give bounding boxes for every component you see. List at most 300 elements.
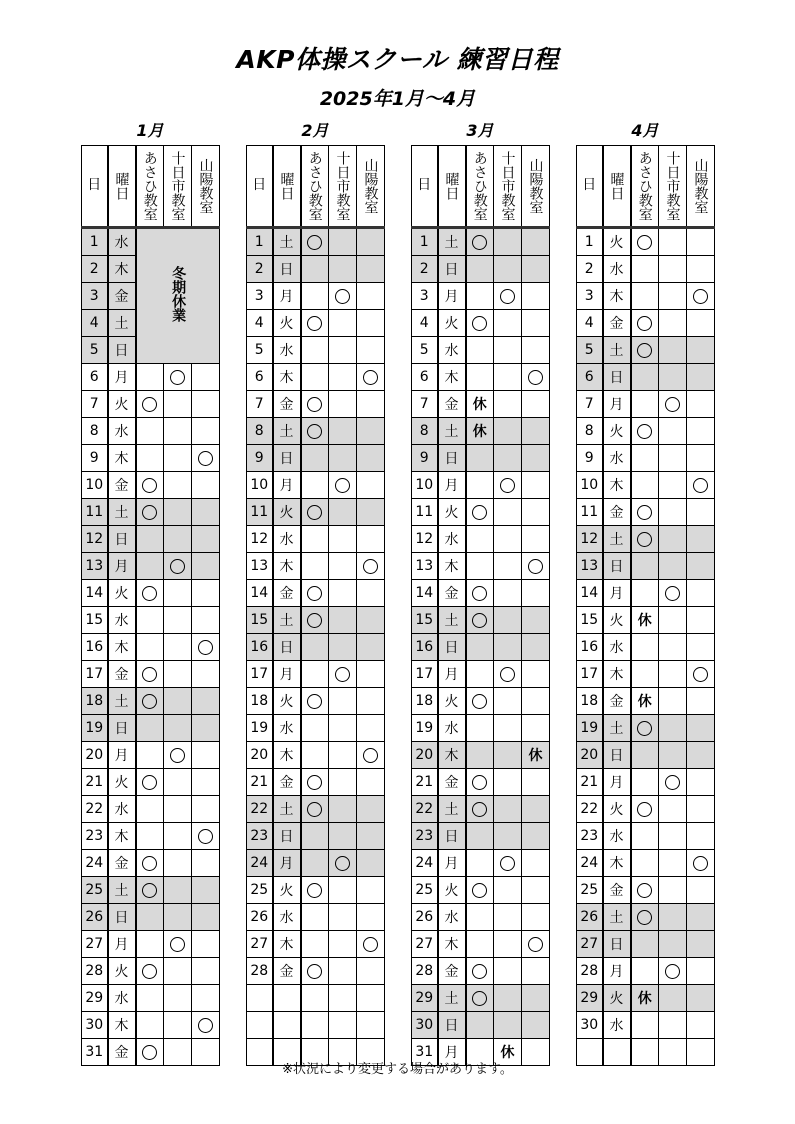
sanyo-cell xyxy=(357,715,385,742)
table-row xyxy=(247,499,385,526)
day-number: 23 xyxy=(577,823,603,850)
table-row xyxy=(412,499,550,526)
asahi-cell xyxy=(466,715,494,742)
table-row xyxy=(82,823,220,850)
asahi-cell xyxy=(631,553,659,580)
day-number: 27 xyxy=(82,931,108,958)
asahi-cell xyxy=(136,526,164,553)
asahi-cell xyxy=(631,823,659,850)
table-row xyxy=(82,580,220,607)
day-number: 26 xyxy=(247,904,273,931)
tokaichi-cell xyxy=(659,445,687,472)
table-row xyxy=(577,715,715,742)
sanyo-class-header xyxy=(687,146,715,228)
asahi-cell xyxy=(301,715,329,742)
day-number: 26 xyxy=(577,904,603,931)
sanyo-cell xyxy=(357,228,385,256)
circle-mark-icon xyxy=(693,856,708,871)
asahi-cell xyxy=(466,283,494,310)
asahi-cell xyxy=(301,877,329,904)
weekday-cell: 日 xyxy=(603,553,631,580)
day-number: 6 xyxy=(247,364,273,391)
asahi-cell xyxy=(136,715,164,742)
circle-mark-icon xyxy=(307,397,322,412)
sanyo-cell xyxy=(192,985,220,1012)
asahi-cell xyxy=(301,256,329,283)
weekday-cell: 木 xyxy=(108,1012,136,1039)
day-header xyxy=(577,146,603,228)
tokaichi-cell xyxy=(659,607,687,634)
asahi-cell xyxy=(301,796,329,823)
weekday-cell: 金 xyxy=(438,769,466,796)
table-row xyxy=(577,607,715,634)
circle-mark-icon xyxy=(198,640,213,655)
weekday-cell: 金 xyxy=(438,391,466,418)
sanyo-class-header xyxy=(192,146,220,228)
table-row xyxy=(247,877,385,904)
table-row xyxy=(247,904,385,931)
weekday-cell: 水 xyxy=(438,526,466,553)
asahi-cell xyxy=(466,634,494,661)
table-row xyxy=(247,310,385,337)
weekday-cell: 月 xyxy=(273,283,301,310)
weekday-cell: 日 xyxy=(108,526,136,553)
weekday-cell: 金 xyxy=(108,661,136,688)
day-number: 18 xyxy=(247,688,273,715)
weekday-cell: 火 xyxy=(438,499,466,526)
sanyo-cell xyxy=(522,877,550,904)
sanyo-cell xyxy=(687,391,715,418)
day-number: 18 xyxy=(412,688,438,715)
sanyo-cell xyxy=(687,310,715,337)
day-number: 23 xyxy=(247,823,273,850)
table-row xyxy=(412,337,550,364)
tokaichi-cell xyxy=(494,337,522,364)
day-number: 24 xyxy=(577,850,603,877)
day-number: 17 xyxy=(247,661,273,688)
asahi-cell: 休 xyxy=(631,985,659,1012)
asahi-cell xyxy=(301,904,329,931)
table-row xyxy=(577,418,715,445)
sanyo-cell xyxy=(357,931,385,958)
sanyo-cell xyxy=(357,634,385,661)
weekday-cell: 水 xyxy=(273,526,301,553)
sanyo-cell xyxy=(357,499,385,526)
tokaichi-cell xyxy=(494,499,522,526)
sanyo-cell xyxy=(687,850,715,877)
table-row xyxy=(412,661,550,688)
sanyo-cell xyxy=(192,553,220,580)
asahi-cell xyxy=(466,904,494,931)
day-number: 25 xyxy=(247,877,273,904)
sanyo-cell xyxy=(192,769,220,796)
circle-mark-icon xyxy=(307,316,322,331)
asahi-cell: 休 xyxy=(466,391,494,418)
tokaichi-cell xyxy=(164,958,192,985)
day-header-label: 日 xyxy=(87,177,102,194)
sanyo-cell xyxy=(522,904,550,931)
day-number: 13 xyxy=(247,553,273,580)
tokaichi-cell xyxy=(164,742,192,769)
weekday-cell: 土 xyxy=(603,526,631,553)
circle-mark-icon xyxy=(170,559,185,574)
sanyo-cell xyxy=(192,931,220,958)
circle-mark-icon xyxy=(142,856,157,871)
sanyo-class-header-label: 山陽教室 xyxy=(197,158,214,214)
asahi-cell xyxy=(631,228,659,256)
tokaichi-cell xyxy=(659,364,687,391)
table-row xyxy=(82,688,220,715)
day-number: 15 xyxy=(577,607,603,634)
month-schedule-table xyxy=(411,145,550,1066)
circle-mark-icon xyxy=(637,343,652,358)
weekday-cell: 土 xyxy=(108,877,136,904)
weekday-cell: 日 xyxy=(273,823,301,850)
tokaichi-cell xyxy=(494,715,522,742)
weekday-cell: 月 xyxy=(273,661,301,688)
day-number: 14 xyxy=(247,580,273,607)
circle-mark-icon xyxy=(472,991,487,1006)
weekday-cell: 月 xyxy=(108,364,136,391)
tokaichi-cell xyxy=(659,985,687,1012)
day-number: 11 xyxy=(577,499,603,526)
tokaichi-class-header xyxy=(494,146,522,228)
circle-mark-icon xyxy=(500,856,515,871)
sanyo-cell xyxy=(687,553,715,580)
asahi-class-header xyxy=(301,146,329,228)
weekday-cell: 木 xyxy=(438,553,466,580)
tokaichi-cell xyxy=(659,796,687,823)
circle-mark-icon xyxy=(637,910,652,925)
table-row xyxy=(247,391,385,418)
asahi-cell xyxy=(301,607,329,634)
weekday-cell: 水 xyxy=(108,985,136,1012)
asahi-cell xyxy=(466,985,494,1012)
sanyo-cell xyxy=(192,607,220,634)
tokaichi-cell xyxy=(494,526,522,553)
weekday-cell: 火 xyxy=(603,796,631,823)
table-row xyxy=(412,228,550,256)
asahi-cell xyxy=(136,364,164,391)
day-number: 26 xyxy=(82,904,108,931)
asahi-cell xyxy=(631,337,659,364)
weekday-cell: 日 xyxy=(603,742,631,769)
day-number: 11 xyxy=(82,499,108,526)
sanyo-cell xyxy=(357,688,385,715)
weekday-cell: 金 xyxy=(603,499,631,526)
sanyo-cell xyxy=(522,634,550,661)
weekday-cell: 月 xyxy=(438,472,466,499)
table-row xyxy=(82,418,220,445)
circle-mark-icon xyxy=(637,802,652,817)
tokaichi-cell xyxy=(164,796,192,823)
asahi-cell xyxy=(631,391,659,418)
tokaichi-cell xyxy=(164,607,192,634)
circle-mark-icon xyxy=(693,478,708,493)
circle-mark-icon xyxy=(142,505,157,520)
asahi-cell xyxy=(631,931,659,958)
weekday-cell: 金 xyxy=(603,688,631,715)
weekday-cell: 月 xyxy=(108,931,136,958)
day-number: 3 xyxy=(82,283,108,310)
weekday-cell: 金 xyxy=(273,769,301,796)
weekday-cell: 土 xyxy=(108,688,136,715)
tokaichi-cell xyxy=(494,985,522,1012)
day-number: 8 xyxy=(82,418,108,445)
table-row xyxy=(412,769,550,796)
sanyo-cell xyxy=(357,796,385,823)
tokaichi-cell xyxy=(164,391,192,418)
tokaichi-cell xyxy=(329,607,357,634)
asahi-cell xyxy=(136,580,164,607)
tokaichi-cell xyxy=(494,445,522,472)
sanyo-cell xyxy=(357,310,385,337)
day-number: 18 xyxy=(577,688,603,715)
weekday-cell: 水 xyxy=(603,256,631,283)
asahi-cell xyxy=(466,661,494,688)
asahi-cell xyxy=(466,499,494,526)
day-number: 23 xyxy=(82,823,108,850)
tokaichi-cell xyxy=(164,769,192,796)
table-row xyxy=(247,769,385,796)
asahi-cell: 休 xyxy=(631,607,659,634)
asahi-cell xyxy=(136,931,164,958)
month-title: 1月 xyxy=(136,121,164,140)
day-number: 16 xyxy=(82,634,108,661)
sanyo-cell xyxy=(192,580,220,607)
tokaichi-cell xyxy=(659,580,687,607)
day-header xyxy=(247,146,273,228)
sanyo-cell xyxy=(522,580,550,607)
sanyo-cell xyxy=(357,769,385,796)
weekday-cell: 土 xyxy=(438,228,466,256)
asahi-cell xyxy=(631,850,659,877)
table-row xyxy=(412,1012,550,1039)
winter-break-label: 冬期休業 xyxy=(170,266,187,323)
asahi-cell xyxy=(466,580,494,607)
sanyo-cell xyxy=(357,1012,385,1039)
table-row xyxy=(577,580,715,607)
weekday-cell: 日 xyxy=(273,256,301,283)
circle-mark-icon xyxy=(307,964,322,979)
day-header xyxy=(82,146,108,228)
table-row xyxy=(412,850,550,877)
tokaichi-cell xyxy=(659,391,687,418)
sanyo-class-header xyxy=(357,146,385,228)
circle-mark-icon xyxy=(637,505,652,520)
circle-mark-icon xyxy=(307,505,322,520)
table-row xyxy=(82,796,220,823)
day-number: 27 xyxy=(247,931,273,958)
tokaichi-cell xyxy=(329,364,357,391)
day-number: 23 xyxy=(412,823,438,850)
day-number: 5 xyxy=(82,337,108,364)
table-row xyxy=(577,337,715,364)
tokaichi-cell xyxy=(494,796,522,823)
table-row xyxy=(577,526,715,553)
day-header xyxy=(412,146,438,228)
day-number: 7 xyxy=(412,391,438,418)
asahi-cell xyxy=(466,337,494,364)
sanyo-cell xyxy=(357,850,385,877)
tokaichi-cell xyxy=(329,445,357,472)
day-number: 16 xyxy=(247,634,273,661)
table-row xyxy=(577,742,715,769)
weekday-cell: 月 xyxy=(273,850,301,877)
day-number: 19 xyxy=(82,715,108,742)
sanyo-cell xyxy=(192,796,220,823)
table-row xyxy=(577,904,715,931)
day-number: 22 xyxy=(412,796,438,823)
tokaichi-cell xyxy=(659,958,687,985)
asahi-cell xyxy=(631,769,659,796)
weekday-cell: 金 xyxy=(438,958,466,985)
tokaichi-cell xyxy=(329,472,357,499)
day-number: 25 xyxy=(577,877,603,904)
sanyo-cell xyxy=(687,634,715,661)
tokaichi-cell xyxy=(329,823,357,850)
sanyo-cell xyxy=(687,904,715,931)
asahi-cell xyxy=(466,850,494,877)
asahi-cell xyxy=(136,796,164,823)
table-row xyxy=(247,958,385,985)
sanyo-cell xyxy=(192,472,220,499)
tokaichi-class-header-label: 十日市教室 xyxy=(169,151,186,221)
table-row xyxy=(82,661,220,688)
day-number: 1 xyxy=(82,228,108,256)
asahi-cell xyxy=(466,823,494,850)
tokaichi-cell xyxy=(164,472,192,499)
weekday-cell: 火 xyxy=(273,499,301,526)
day-number: 13 xyxy=(577,553,603,580)
asahi-cell: 休 xyxy=(466,418,494,445)
weekday-cell: 日 xyxy=(438,634,466,661)
tokaichi-cell xyxy=(659,904,687,931)
tokaichi-cell xyxy=(164,823,192,850)
tokaichi-cell: 休 xyxy=(494,1039,522,1066)
weekday-header xyxy=(603,146,631,228)
table-row xyxy=(412,634,550,661)
day-number: 21 xyxy=(247,769,273,796)
sanyo-cell xyxy=(192,823,220,850)
tokaichi-cell xyxy=(329,418,357,445)
sanyo-cell xyxy=(357,526,385,553)
day-number: 14 xyxy=(82,580,108,607)
day-number: 8 xyxy=(247,418,273,445)
weekday-cell: 日 xyxy=(108,337,136,364)
day-number: 7 xyxy=(82,391,108,418)
table-row xyxy=(82,904,220,931)
asahi-class-header-label: あさひ教室 xyxy=(141,151,158,221)
asahi-cell xyxy=(466,958,494,985)
tokaichi-cell xyxy=(659,931,687,958)
tokaichi-cell xyxy=(329,1012,357,1039)
weekday-cell: 日 xyxy=(273,634,301,661)
weekday-cell: 水 xyxy=(438,715,466,742)
asahi-cell xyxy=(301,391,329,418)
month-schedule-table xyxy=(81,145,220,1066)
day-number: 12 xyxy=(412,526,438,553)
sanyo-cell xyxy=(522,1012,550,1039)
asahi-cell xyxy=(301,553,329,580)
asahi-cell xyxy=(301,418,329,445)
sanyo-cell xyxy=(687,769,715,796)
day-number: 26 xyxy=(412,904,438,931)
tokaichi-cell xyxy=(494,607,522,634)
asahi-cell xyxy=(466,796,494,823)
day-number: 14 xyxy=(577,580,603,607)
weekday-cell: 水 xyxy=(273,715,301,742)
asahi-cell xyxy=(466,228,494,256)
table-row xyxy=(577,931,715,958)
asahi-cell xyxy=(301,1012,329,1039)
tokaichi-cell xyxy=(494,256,522,283)
tokaichi-cell xyxy=(659,634,687,661)
weekday-cell: 火 xyxy=(108,958,136,985)
circle-mark-icon xyxy=(307,424,322,439)
day-number: 8 xyxy=(577,418,603,445)
tokaichi-class-header-label: 十日市教室 xyxy=(664,151,681,221)
day-number: 19 xyxy=(412,715,438,742)
asahi-cell xyxy=(631,715,659,742)
tokaichi-cell xyxy=(659,823,687,850)
table-row xyxy=(412,364,550,391)
day-number: 10 xyxy=(247,472,273,499)
table-row xyxy=(247,850,385,877)
table-row xyxy=(247,472,385,499)
sanyo-cell xyxy=(522,715,550,742)
month-schedule-table xyxy=(576,145,715,1066)
day-number: 1 xyxy=(412,228,438,256)
asahi-cell xyxy=(466,445,494,472)
day-number: 9 xyxy=(577,445,603,472)
asahi-cell xyxy=(301,310,329,337)
weekday-cell: 水 xyxy=(273,337,301,364)
table-row xyxy=(577,769,715,796)
table-row xyxy=(577,364,715,391)
day-number: 20 xyxy=(577,742,603,769)
sanyo-cell xyxy=(687,688,715,715)
weekday-cell: 火 xyxy=(273,310,301,337)
tokaichi-cell xyxy=(494,310,522,337)
tokaichi-cell xyxy=(494,580,522,607)
sanyo-cell xyxy=(522,553,550,580)
weekday-cell: 日 xyxy=(438,823,466,850)
circle-mark-icon xyxy=(307,613,322,628)
tokaichi-class-header xyxy=(659,146,687,228)
circle-mark-icon xyxy=(142,775,157,790)
tokaichi-cell xyxy=(329,310,357,337)
asahi-cell xyxy=(301,985,329,1012)
weekday-cell: 火 xyxy=(603,418,631,445)
table-row xyxy=(412,958,550,985)
day-header-label: 日 xyxy=(582,177,597,194)
sanyo-cell xyxy=(687,418,715,445)
sanyo-cell xyxy=(192,850,220,877)
tokaichi-cell xyxy=(329,742,357,769)
day-number: 29 xyxy=(412,985,438,1012)
sanyo-cell xyxy=(522,228,550,256)
table-row xyxy=(82,445,220,472)
asahi-cell xyxy=(136,634,164,661)
weekday-cell: 火 xyxy=(438,310,466,337)
weekday-cell: 木 xyxy=(273,364,301,391)
day-number: 17 xyxy=(82,661,108,688)
circle-mark-icon xyxy=(472,883,487,898)
circle-mark-icon xyxy=(472,235,487,250)
day-number: 3 xyxy=(412,283,438,310)
sanyo-cell xyxy=(192,499,220,526)
